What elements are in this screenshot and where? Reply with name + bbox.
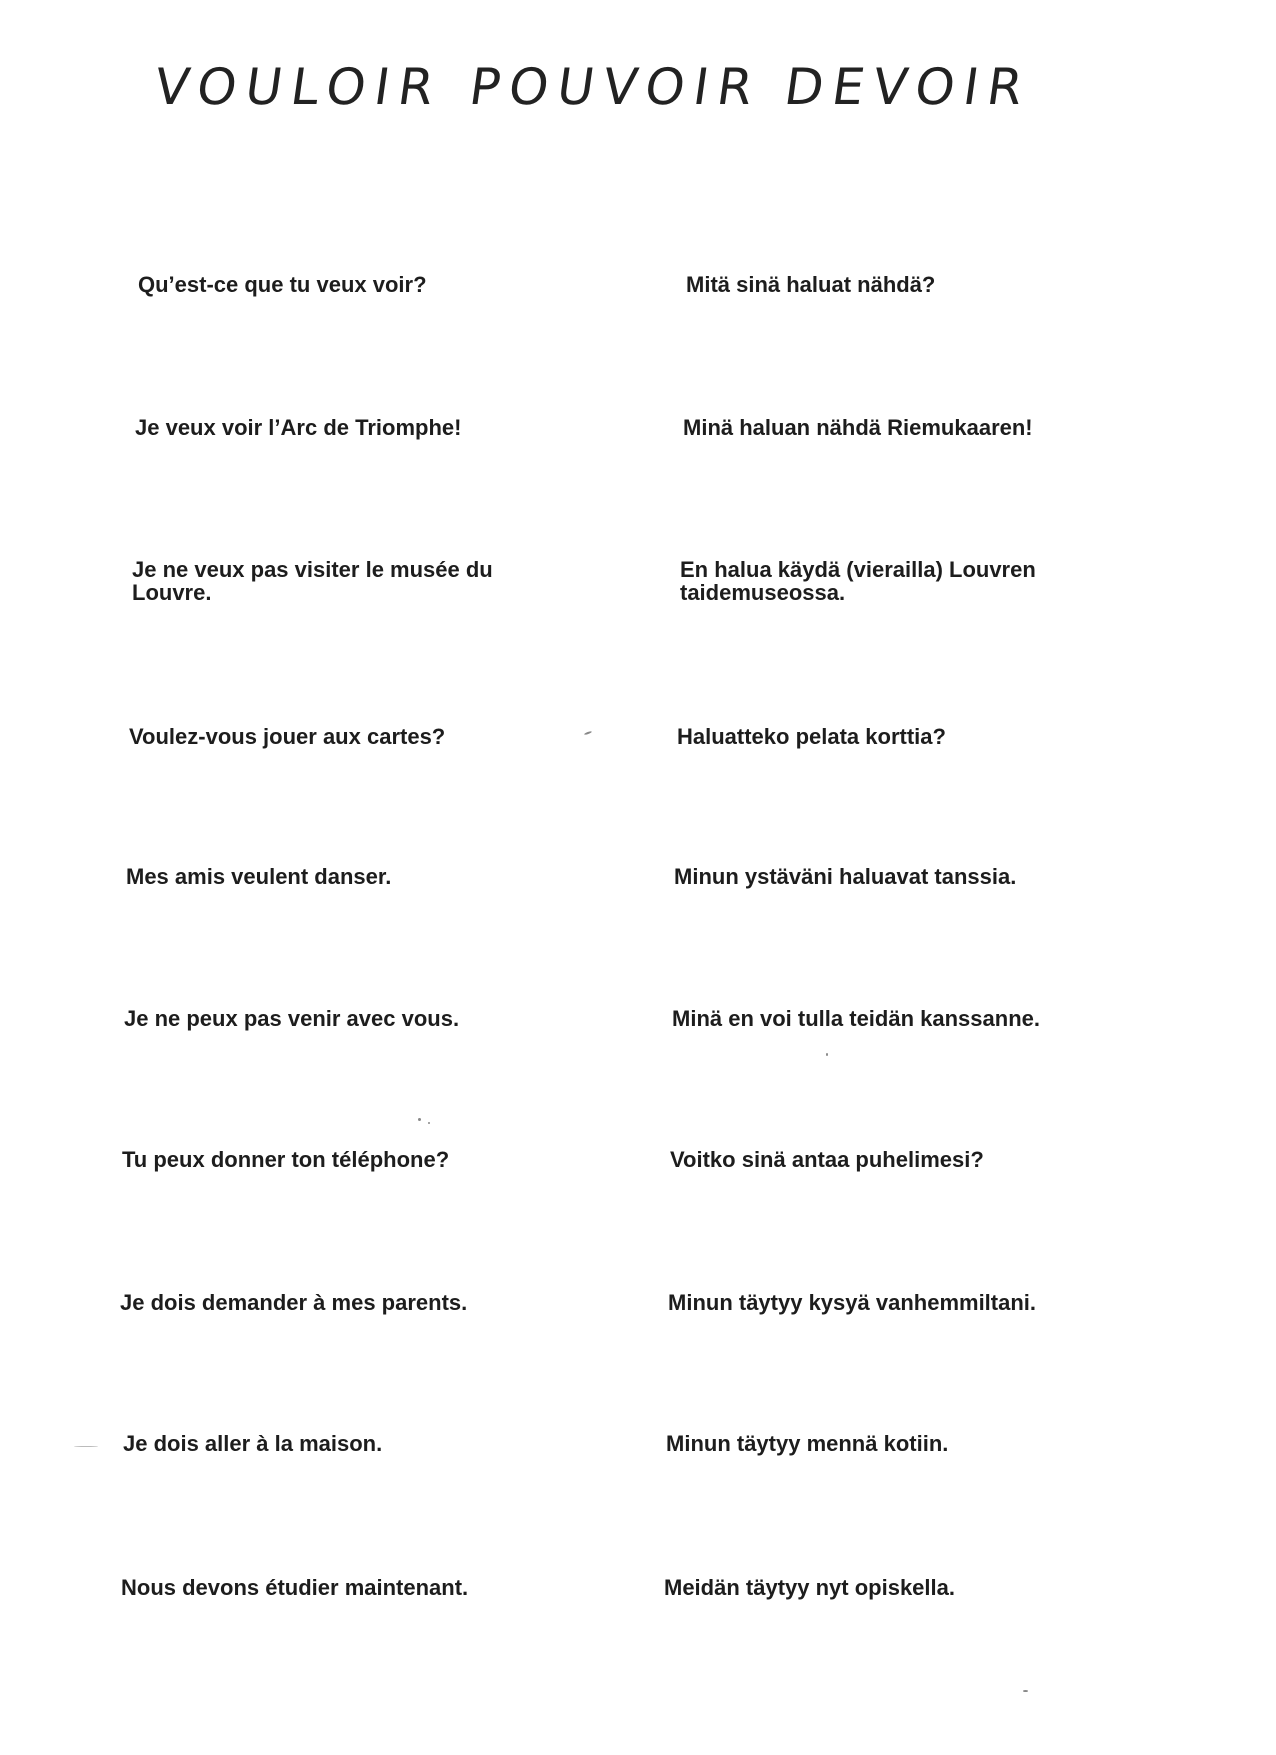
finnish-translation: En halua käydä (vierailla) Louvren taidemuseossa. — [680, 557, 1036, 605]
french-sentence: Je veux voir l’Arc de Triomphe! — [135, 415, 462, 440]
finnish-translation: Voitko sinä antaa puhelimesi? — [670, 1147, 984, 1172]
french-sentence: Nous devons étudier maintenant. — [121, 1575, 469, 1600]
scan-speck — [428, 1122, 430, 1124]
scan-speck — [584, 731, 592, 736]
finnish-translation: Minun täytyy kysyä vanhemmiltani. — [668, 1290, 1037, 1315]
finnish-translation: Minä en voi tulla teidän kanssanne. — [672, 1006, 1040, 1031]
verb-pouvoir: POUVOIR — [465, 58, 766, 116]
french-sentence: Voulez-vous jouer aux cartes? — [129, 724, 446, 749]
verb-vouloir: VOULOIR — [150, 58, 447, 116]
french-sentence: Qu’est-ce que tu veux voir? — [138, 272, 427, 297]
verb-devoir: DEVOIR — [780, 58, 1036, 116]
finnish-translation: Minun täytyy mennä kotiin. — [666, 1431, 949, 1456]
finnish-translation: Haluatteko pelata korttia? — [677, 724, 946, 749]
finnish-translation: Minä haluan nähdä Riemukaaren! — [683, 415, 1033, 440]
finnish-translation: Mitä sinä haluat nähdä? — [686, 272, 936, 297]
french-sentence: Je ne peux pas venir avec vous. — [124, 1006, 460, 1031]
scan-speck — [418, 1118, 421, 1121]
french-sentence: Je dois aller à la maison. — [123, 1431, 383, 1456]
scan-speck — [1023, 1690, 1028, 1692]
french-sentence: Je ne veux pas visiter le musée du Louvre. — [132, 557, 493, 605]
french-sentence: Tu peux donner ton téléphone? — [122, 1147, 450, 1172]
scan-speck — [826, 1053, 828, 1056]
scan-speck — [74, 1446, 98, 1447]
french-sentence: Je dois demander à mes parents. — [120, 1290, 468, 1315]
french-sentence: Mes amis veulent danser. — [126, 864, 392, 889]
verb-heading — [0, 0, 1276, 160]
finnish-translation: Minun ystäväni haluavat tanssia. — [674, 864, 1017, 889]
finnish-translation: Meidän täytyy nyt opiskella. — [664, 1575, 955, 1600]
